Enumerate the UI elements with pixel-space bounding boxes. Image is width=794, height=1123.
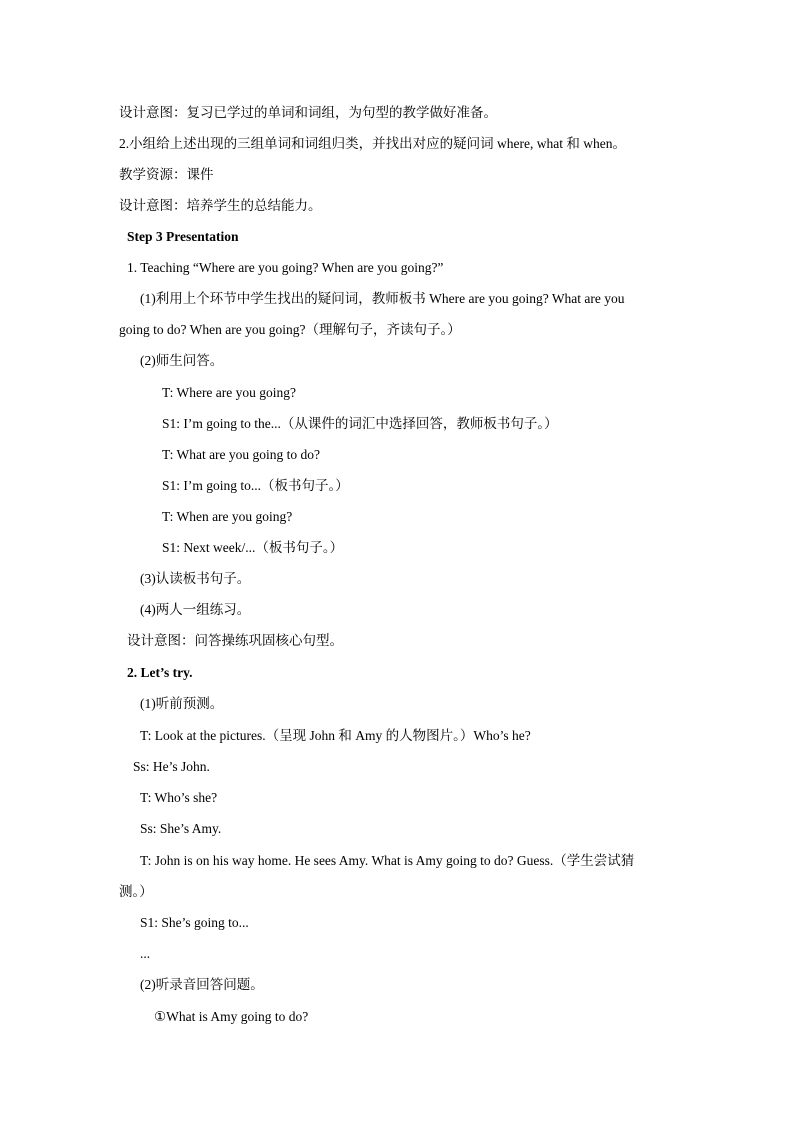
pre-listening-heading: (1)听前预测。 (140, 696, 224, 711)
step-2-grouping: 2.小组给上述出现的三组单词和词组归类，并找出对应的疑问词 where, what 和 when。 (119, 136, 626, 151)
dialogue-line: S1: Next week/...（板书句子。） (162, 540, 344, 555)
paragraph-1-line-2: going to do? When are you going?（理解句子，齐读句子。） (119, 322, 461, 337)
design-intent-1: 设计意图：复习已学过的单词和词组，为句型的教学做好准备。 (119, 105, 497, 120)
dialogue-line: S1: I’m going to...（板书句子。） (162, 478, 349, 493)
paragraph-4: (4)两人一组练习。 (140, 602, 251, 617)
design-intent-3: 设计意图：问答操练巩固核心句型。 (127, 633, 343, 648)
dialogue-line: S1: She’s going to... (140, 915, 249, 930)
question-1: ①What is Amy going to do? (154, 1009, 309, 1024)
teaching-resources: 教学资源：课件 (119, 167, 214, 182)
ellipsis-line: ... (140, 946, 151, 961)
section-heading-step-3: Step 3 Presentation (127, 229, 239, 244)
dialogue-line: T: Who’s she? (140, 790, 218, 805)
paragraph-3: (3)认读板书句子。 (140, 571, 251, 586)
paragraph-1-line-1: (1)利用上个环节中学生找出的疑问词，教师板书 Where are you going? What are you (140, 291, 625, 306)
listening-heading: (2)听录音回答问题。 (140, 977, 264, 992)
paragraph-2: (2)师生问答。 (140, 353, 224, 368)
dialogue-line: T: When are you going? (162, 509, 293, 524)
dialogue-line: T: What are you going to do? (162, 447, 321, 462)
dialogue-line: Ss: She’s Amy. (140, 821, 222, 836)
dialogue-line: S1: I’m going to the...（从课件的词汇中选择回答，教师板书句子。） (162, 416, 558, 431)
section-heading-lets-try: 2. Let’s try. (127, 665, 193, 680)
dialogue-line: T: Look at the pictures.（呈现 John 和 Amy 的人物图片。）Who’s he? (140, 728, 531, 743)
dialogue-line-continued: 测。） (119, 884, 153, 899)
teaching-item-1: 1. Teaching “Where are you going? When are you going?” (127, 260, 444, 275)
design-intent-2: 设计意图：培养学生的总结能力。 (119, 198, 322, 213)
dialogue-line: T: Where are you going? (162, 385, 297, 400)
dialogue-line: T: John is on his way home. He sees Amy. What is Amy going to do? Guess.（学生尝试猜 (140, 853, 635, 868)
dialogue-line: Ss: He’s John. (133, 759, 210, 774)
